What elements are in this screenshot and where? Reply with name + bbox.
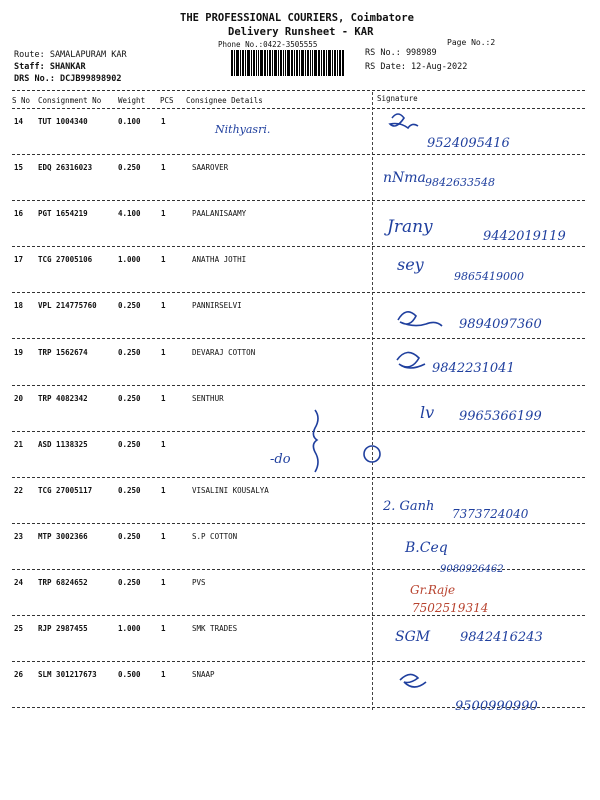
hand-r22-sig: 2. Ganh xyxy=(383,499,435,514)
circled-mark xyxy=(364,446,380,462)
cell-weight: 0.250 xyxy=(118,485,141,495)
hand-r23-sig: B.Ceq xyxy=(405,540,448,556)
cell-consignment: TRP 6824652 xyxy=(38,578,88,587)
cell-consignment: TRP 1562674 xyxy=(38,347,88,357)
cell-weight: 0.250 xyxy=(118,393,141,403)
drs-number: DRS No.: DCJB99898902 xyxy=(14,74,122,84)
hand-r26-phone: 9500990990 xyxy=(455,699,538,714)
cell-sno: 25 xyxy=(14,624,24,634)
cell-weight: 0.500 xyxy=(118,670,141,680)
cell-consignee: DEVARAJ COTTON xyxy=(192,347,256,357)
col-header-pcs: PCS xyxy=(160,96,174,105)
cell-sno: 20 xyxy=(14,393,24,403)
col-header-signature: Signature xyxy=(377,94,418,103)
cell-weight: 0.250 xyxy=(118,301,141,311)
cell-sno: 23 xyxy=(14,531,24,541)
cell-pcs: 1 xyxy=(161,439,166,449)
cell-sno: 24 xyxy=(14,578,24,587)
signature-r26-scribble xyxy=(400,674,426,687)
phone-number: Phone No.:0422-3505555 xyxy=(218,40,318,49)
hand-r17-sig: sey xyxy=(397,255,424,274)
staff-label: Staff: SHANKAR xyxy=(14,62,86,72)
hand-r19-phone: 9842231041 xyxy=(432,361,515,376)
cell-consignee: SNAAP xyxy=(192,670,215,680)
cell-consignment: SLM 301217673 xyxy=(38,670,97,680)
cell-consignment: TRP 4082342 xyxy=(38,393,88,403)
col-header-sno: S No xyxy=(12,96,31,105)
signature-r14-scribble xyxy=(390,114,418,128)
cell-consignee: S.P COTTON xyxy=(192,531,238,541)
cell-consignee: ANATHA JOTHI xyxy=(192,255,247,265)
cell-pcs: 1 xyxy=(161,624,166,634)
hand-r25-sig: SGM xyxy=(395,629,431,645)
cell-pcs: 1 xyxy=(161,163,166,173)
cell-weight: 0.100 xyxy=(118,117,141,126)
cell-pcs: 1 xyxy=(161,209,166,219)
cell-consignee: PANNIRSELVI xyxy=(192,301,242,311)
brace-mark xyxy=(313,410,318,472)
hand-r17-phone: 9865419000 xyxy=(454,270,524,283)
hand-r20-phone: 9965366199 xyxy=(459,409,542,424)
page-number: Page No.:2 xyxy=(447,38,496,47)
cell-sno: 26 xyxy=(14,670,24,680)
hand-r15-sig: nNma xyxy=(383,170,426,186)
cell-weight: 0.250 xyxy=(118,439,141,449)
cell-consignee: PVS xyxy=(192,578,206,587)
cell-weight: 0.250 xyxy=(118,578,141,587)
cell-weight: 1.000 xyxy=(118,624,141,634)
rs-number: RS No.: 998989 xyxy=(365,48,437,58)
cell-weight: 1.000 xyxy=(118,255,141,265)
signature-r18-scribble xyxy=(398,312,442,326)
rs-date: RS Date: 12-Aug-2022 xyxy=(365,62,468,72)
col-header-weight: Weight xyxy=(118,96,146,105)
cell-consignment: TUT 1004340 xyxy=(38,117,88,126)
cell-consignee: SENTHUR xyxy=(192,393,224,403)
hand-r25-phone: 9842416243 xyxy=(460,630,543,645)
cell-weight: 0.250 xyxy=(118,531,141,541)
cell-pcs: 1 xyxy=(161,301,166,311)
cell-sno: 16 xyxy=(14,209,24,219)
col-header-consignment: Consignment No xyxy=(38,96,102,105)
hand-r20-sig: lv xyxy=(420,403,435,422)
cell-consignee: VISALINI KOUSALYA xyxy=(192,485,269,495)
hand-r14-phone: 9524095416 xyxy=(427,136,510,151)
cell-pcs: 1 xyxy=(161,117,166,126)
cell-consignment: VPL 214775760 xyxy=(38,301,97,311)
cell-pcs: 1 xyxy=(161,670,166,680)
cell-sno: 21 xyxy=(14,439,24,449)
document-subtitle: Delivery Runsheet - KAR xyxy=(228,26,374,38)
cell-sno: 15 xyxy=(14,163,24,173)
cell-consignment: PGT 1654219 xyxy=(38,209,88,219)
cell-sno: 14 xyxy=(14,117,24,126)
cell-consignee: SAAROVER xyxy=(192,163,229,173)
cell-sno: 19 xyxy=(14,347,24,357)
cell-consignment: ASD 1138325 xyxy=(38,439,88,449)
cell-sno: 17 xyxy=(14,255,24,265)
cell-consignment: RJP 2987455 xyxy=(38,624,88,634)
cell-sno: 22 xyxy=(14,485,24,495)
hand-r16-phone: 9442019119 xyxy=(483,229,566,244)
hand-r21-do: -do xyxy=(270,452,291,467)
cell-weight: 0.250 xyxy=(118,347,141,357)
hand-r24-phone: 7502519314 xyxy=(412,601,489,615)
cell-sno: 18 xyxy=(14,301,24,311)
hand-r15-phone: 9842633548 xyxy=(425,176,495,189)
route-label: Route: SAMALAPURAM KAR xyxy=(14,50,127,60)
cell-consignee: PAALANISAAMY xyxy=(192,209,247,219)
cell-consignment: MTP 3002366 xyxy=(38,531,88,541)
hand-r16-sig: Jrany xyxy=(387,217,433,237)
col-header-consignee: Consignee Details xyxy=(186,96,263,105)
cell-consignee: SMK TRADES xyxy=(192,624,238,634)
cell-weight: 4.100 xyxy=(118,209,141,219)
cell-consignment: TCG 27005117 xyxy=(38,485,93,495)
document-title: THE PROFESSIONAL COURIERS, Coimbatore xyxy=(180,12,414,24)
hand-r24-sig: Gr.Raje xyxy=(410,583,456,597)
hand-r23-phone: 9080926462 xyxy=(440,564,504,575)
cell-pcs: 1 xyxy=(161,347,166,357)
signature-r19-scribble xyxy=(397,352,425,368)
hand-r18-phone: 9894097360 xyxy=(459,317,542,332)
cell-pcs: 1 xyxy=(161,393,166,403)
cell-weight: 0.250 xyxy=(118,163,141,173)
cell-consignment: EDQ 26316023 xyxy=(38,163,93,173)
cell-pcs: 1 xyxy=(161,485,166,495)
cell-pcs: 1 xyxy=(161,578,166,587)
hand-r22-phone: 7373724040 xyxy=(452,507,529,521)
cell-consignment: TCG 27005106 xyxy=(38,255,93,265)
hand-r14-name: Nithyasri. xyxy=(215,123,271,136)
cell-pcs: 1 xyxy=(161,531,166,541)
cell-pcs: 1 xyxy=(161,255,166,265)
